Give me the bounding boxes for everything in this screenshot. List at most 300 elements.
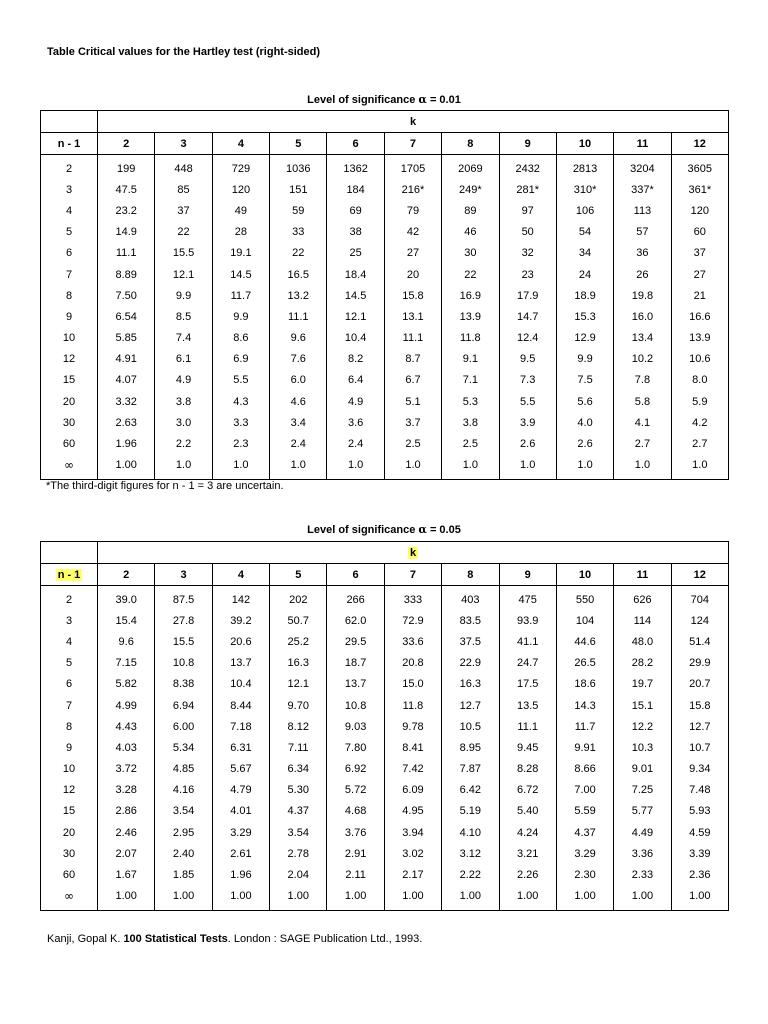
table-cell: 15.1 [614,695,671,716]
table-cell: 19.7 [614,674,671,695]
table-cell: 9.78 [384,716,441,737]
table-cell: 22 [270,243,327,264]
footnote: *The third-digit figures for n - 1 = 3 are uncertain. [46,480,284,492]
table-cell: 9.91 [556,737,613,758]
table-cell: 4.37 [270,801,327,822]
table-cell: 5.85 [98,328,155,349]
table-cell: 15.3 [556,306,613,327]
table-row [41,759,729,780]
table-cell: 12.7 [442,695,499,716]
reference-author: Kanji, Gopal K. [47,933,124,945]
table-cell: 49 [212,200,269,221]
table-cell: 104 [556,610,613,631]
column-header-k6: 6 [327,564,384,586]
table-row [41,349,729,370]
table-cell: 7.87 [442,759,499,780]
table-cell: 20.7 [671,674,728,695]
table-cell: 15.4 [98,610,155,631]
table-cell: 403 [442,586,499,611]
table-cell: 1.00 [98,455,155,480]
table-cell: 9.5 [499,349,556,370]
table-cell: 5.93 [671,801,728,822]
row-label-cell: 60 [41,864,98,885]
table-cell: 2.6 [499,433,556,454]
significance-label: Level of significance [307,94,419,106]
table-cell: 626 [614,586,671,611]
table-cell: 11.1 [270,306,327,327]
table-cell: 16.0 [614,306,671,327]
table-cell: 1.0 [556,455,613,480]
table-cell: 24 [556,264,613,285]
table-cell: 16.3 [442,674,499,695]
table-row [41,328,729,349]
table-cell: 6.92 [327,759,384,780]
table-cell: 1.00 [98,886,155,911]
row-label-cell: ∞ [41,455,98,480]
table-cell: 12.9 [556,328,613,349]
table-cell: 7.3 [499,370,556,391]
table-cell: 2.6 [556,433,613,454]
table-cell: 7.25 [614,780,671,801]
table-cell: 5.40 [499,801,556,822]
table-cell: 39.2 [212,610,269,631]
table-row [41,155,729,180]
table-cell: 3.32 [98,391,155,412]
table-cell: 3.29 [212,822,269,843]
table-cell: 266 [327,586,384,611]
table-row [41,864,729,885]
row-label-cell: 12 [41,349,98,370]
table-cell: 21 [671,285,728,306]
table-cell: 22.9 [442,653,499,674]
table-row [41,222,729,243]
table-cell: 5.72 [327,780,384,801]
table-cell: 7.4 [155,328,212,349]
table-cell: 2.36 [671,864,728,885]
column-header-k3: 3 [155,564,212,586]
table-cell: 3.6 [327,412,384,433]
table-row [41,801,729,822]
row-label-cell: 60 [41,433,98,454]
table-cell: 6.7 [384,370,441,391]
table-cell: 1.0 [614,455,671,480]
table-cell: 27.8 [155,610,212,631]
table-cell: 3.12 [442,843,499,864]
reference-citation [47,933,422,945]
table-cell: 25 [327,243,384,264]
table-cell: 2.46 [98,822,155,843]
column-header-k12: 12 [671,133,728,155]
table-cell: 14.9 [98,222,155,243]
table-cell: 10.2 [614,349,671,370]
table-cell: 1.0 [499,455,556,480]
table-cell: 26 [614,264,671,285]
table-row [41,200,729,221]
table-cell: 2.91 [327,843,384,864]
table-cell: 12.4 [499,328,556,349]
table-cell: 7.8 [614,370,671,391]
table-cell: 4.1 [614,412,671,433]
table-cell: 5.34 [155,737,212,758]
column-header-k8: 8 [442,564,499,586]
table-cell: 97 [499,200,556,221]
table-row [41,264,729,285]
table-cell: 10.3 [614,737,671,758]
table-cell: 17.9 [499,285,556,306]
table-cell: 10.4 [327,328,384,349]
table-cell: 5.8 [614,391,671,412]
table-cell: 11.1 [98,243,155,264]
table-cell: 9.03 [327,716,384,737]
table-cell: 85 [155,179,212,200]
table-cell: 3.8 [155,391,212,412]
table-cell: 19.1 [212,243,269,264]
column-header-k9: 9 [499,133,556,155]
table-cell: 22 [155,222,212,243]
table-row [41,886,729,911]
table-cell: 12.2 [614,716,671,737]
row-label-cell: 12 [41,780,98,801]
table-cell: 6.34 [270,759,327,780]
table-cell: 27 [384,243,441,264]
table-cell: 8.0 [671,370,728,391]
row-label-cell: 15 [41,801,98,822]
table-cell: 6.09 [384,780,441,801]
row-label-cell: 2 [41,155,98,180]
table-body [41,586,729,911]
table-cell: 15.8 [671,695,728,716]
alpha-value: = 0.01 [426,94,461,106]
row-label-cell: 2 [41,586,98,611]
table-cell: 3.54 [155,801,212,822]
table-cell: 7.18 [212,716,269,737]
table-cell: 8.41 [384,737,441,758]
table-cell: 9.70 [270,695,327,716]
table-cell: 11.7 [556,716,613,737]
table-cell: 4.79 [212,780,269,801]
row-label-cell: 9 [41,306,98,327]
table-cell: 1.67 [98,864,155,885]
column-header-k9: 9 [499,564,556,586]
table-cell: 2813 [556,155,613,180]
table-cell: 4.37 [556,822,613,843]
table-cell: 8.6 [212,328,269,349]
table-cell: 1.0 [155,455,212,480]
table-row [41,412,729,433]
table-cell: 7.48 [671,780,728,801]
table-cell: 1.0 [212,455,269,480]
table-cell: 3.9 [499,412,556,433]
table-cell: 16.5 [270,264,327,285]
column-header-k7: 7 [384,564,441,586]
table-cell: 60 [671,222,728,243]
table-cell: 3.28 [98,780,155,801]
table-cell: 106 [556,200,613,221]
table-cell: 28.2 [614,653,671,674]
table-cell: 9.34 [671,759,728,780]
row-label-cell: 7 [41,695,98,716]
table-cell: 12.1 [327,306,384,327]
table-cell: 23.2 [98,200,155,221]
column-header-k3: 3 [155,133,212,155]
table-cell: 1.00 [270,886,327,911]
table-cell: 6.0 [270,370,327,391]
hartley-table-005 [40,541,729,911]
table-cell: 1.00 [442,886,499,911]
table-cell: 216* [384,179,441,200]
row-label-cell: 10 [41,759,98,780]
column-header-k8: 8 [442,133,499,155]
table-cell: 12.1 [155,264,212,285]
table-cell: 6.54 [98,306,155,327]
table-cell: 3.4 [270,412,327,433]
table-cell: 5.67 [212,759,269,780]
table-cell: 36 [614,243,671,264]
table-cell: 120 [212,179,269,200]
table-cell: 2.11 [327,864,384,885]
row-label-cell: 20 [41,822,98,843]
table-cell: 2.4 [270,433,327,454]
table-cell: 23 [499,264,556,285]
table-cell: 37 [155,200,212,221]
table-cell: 4.9 [155,370,212,391]
k-label-highlighted: k [409,546,417,559]
table-cell: 10.4 [212,674,269,695]
table-cell: 2.86 [98,801,155,822]
table-cell: 7.6 [270,349,327,370]
table-cell: 28 [212,222,269,243]
table-cell: 7.00 [556,780,613,801]
table-cell: 20.6 [212,631,269,652]
row-label-cell: 8 [41,285,98,306]
k-header [98,542,729,564]
corner-cell [41,111,98,133]
table-row [41,179,729,200]
table-cell: 4.03 [98,737,155,758]
table-row [41,716,729,737]
alpha-value: = 0.05 [426,524,461,536]
table-cell: 1.96 [212,864,269,885]
table-cell: 4.59 [671,822,728,843]
table-cell: 10.8 [327,695,384,716]
table-cell: 1.0 [671,455,728,480]
table-cell: 142 [212,586,269,611]
table-cell: 6.9 [212,349,269,370]
table-cell: 15.5 [155,243,212,264]
table-cell: 2.78 [270,843,327,864]
table-cell: 47.5 [98,179,155,200]
column-header-k2: 2 [98,564,155,586]
row-label-header [41,564,98,586]
table-cell: 2.95 [155,822,212,843]
table-cell: 4.49 [614,822,671,843]
column-header-k7: 7 [384,133,441,155]
table-cell: 29.9 [671,653,728,674]
table-cell: 32 [499,243,556,264]
table-cell: 6.31 [212,737,269,758]
table-cell: 44.6 [556,631,613,652]
table-cell: 11.8 [442,328,499,349]
table-cell: 13.7 [212,653,269,674]
table-cell: 39.0 [98,586,155,611]
table-row [41,285,729,306]
table-cell: 6.42 [442,780,499,801]
table-cell: 11.1 [499,716,556,737]
column-header-k4: 4 [212,133,269,155]
table-cell: 16.9 [442,285,499,306]
table-cell: 50.7 [270,610,327,631]
table-cell: 3.02 [384,843,441,864]
table-cell: 8.95 [442,737,499,758]
table-cell: 7.1 [442,370,499,391]
significance-heading-001 [0,93,768,106]
table-row [41,737,729,758]
significance-label: Level of significance [307,524,419,536]
column-header-row [41,133,729,155]
table-cell: 1.96 [98,433,155,454]
table-cell: 57 [614,222,671,243]
table-cell: 16.6 [671,306,728,327]
table-cell: 3.8 [442,412,499,433]
table-cell: 4.10 [442,822,499,843]
row-label-cell: 4 [41,631,98,652]
table-cell: 2.7 [671,433,728,454]
table-cell: 19.8 [614,285,671,306]
row-label-cell: 20 [41,391,98,412]
table-cell: 2.3 [212,433,269,454]
table-cell: 310* [556,179,613,200]
table-cell: 37.5 [442,631,499,652]
table-cell: 46 [442,222,499,243]
table-cell: 8.66 [556,759,613,780]
table-cell: 1.85 [155,864,212,885]
table-cell: 3.39 [671,843,728,864]
column-header-k11: 11 [614,564,671,586]
table-cell: 5.5 [212,370,269,391]
table-cell: 2.17 [384,864,441,885]
column-header-k11: 11 [614,133,671,155]
table-cell: 3.54 [270,822,327,843]
table-row [41,780,729,801]
table-cell: 20.8 [384,653,441,674]
table-cell: 6.72 [499,780,556,801]
table-cell: 2.26 [499,864,556,885]
table-cell: 6.4 [327,370,384,391]
table-cell: 11.8 [384,695,441,716]
table-cell: 51.4 [671,631,728,652]
table-cell: 26.5 [556,653,613,674]
table-cell: 2.07 [98,843,155,864]
corner-cell [41,542,98,564]
table-cell: 1.00 [155,886,212,911]
table-cell: 69 [327,200,384,221]
table-cell: 6.00 [155,716,212,737]
table-cell: 4.95 [384,801,441,822]
table-cell: 33 [270,222,327,243]
table-cell: 2.61 [212,843,269,864]
table-cell: 124 [671,610,728,631]
table-cell: 1.00 [671,886,728,911]
table-cell: 7.11 [270,737,327,758]
table-cell: 15.8 [384,285,441,306]
table-cell: 22 [442,264,499,285]
table-cell: 7.42 [384,759,441,780]
column-header-k6: 6 [327,133,384,155]
table-cell: 4.85 [155,759,212,780]
table-cell: 15.5 [155,631,212,652]
column-header-k10: 10 [556,564,613,586]
table-cell: 4.99 [98,695,155,716]
table-body [41,155,729,480]
table-cell: 2.7 [614,433,671,454]
table-cell: 2.2 [155,433,212,454]
table-row [41,243,729,264]
row-label-cell: 15 [41,370,98,391]
row-label-cell: 9 [41,737,98,758]
table-cell: 3.76 [327,822,384,843]
table-cell: 8.5 [155,306,212,327]
table-cell: 89 [442,200,499,221]
significance-heading-005 [0,523,768,536]
table-cell: 13.1 [384,306,441,327]
table-cell: 7.15 [98,653,155,674]
row-label-cell: 5 [41,653,98,674]
table-cell: 5.5 [499,391,556,412]
table-cell: 4.0 [556,412,613,433]
table-cell: 704 [671,586,728,611]
table-cell: 62.0 [327,610,384,631]
table-title: Table Critical values for the Hartley test (right-sided) [47,46,321,58]
row-label-cell: 8 [41,716,98,737]
table-row [41,433,729,454]
table-cell: 10.5 [442,716,499,737]
table-cell: 17.5 [499,674,556,695]
table-cell: 30 [442,243,499,264]
table-cell: 12.1 [270,674,327,695]
table-cell: 2069 [442,155,499,180]
table-cell: 1.00 [614,886,671,911]
table-row [41,306,729,327]
table-cell: 9.9 [212,306,269,327]
table-cell: 199 [98,155,155,180]
table-cell: 1.00 [212,886,269,911]
table-cell: 5.77 [614,801,671,822]
table-cell: 3.94 [384,822,441,843]
table-cell: 3204 [614,155,671,180]
table-cell: 5.82 [98,674,155,695]
table-cell: 33.6 [384,631,441,652]
table-cell: 18.7 [327,653,384,674]
table-cell: 59 [270,200,327,221]
table-cell: 5.3 [442,391,499,412]
table-cell: 2.22 [442,864,499,885]
table-cell: 3.0 [155,412,212,433]
row-label-cell: 3 [41,179,98,200]
table-cell: 120 [671,200,728,221]
table-cell: 10.7 [671,737,728,758]
table-cell: 333 [384,586,441,611]
table-cell: 27 [671,264,728,285]
table-cell: 1036 [270,155,327,180]
table-cell: 1.0 [442,455,499,480]
table-cell: 3.36 [614,843,671,864]
table-cell: 3.7 [384,412,441,433]
table-cell: 11.1 [384,328,441,349]
column-header-row [41,564,729,586]
table-cell: 93.9 [499,610,556,631]
table-cell: 3.29 [556,843,613,864]
table-cell: 87.5 [155,586,212,611]
